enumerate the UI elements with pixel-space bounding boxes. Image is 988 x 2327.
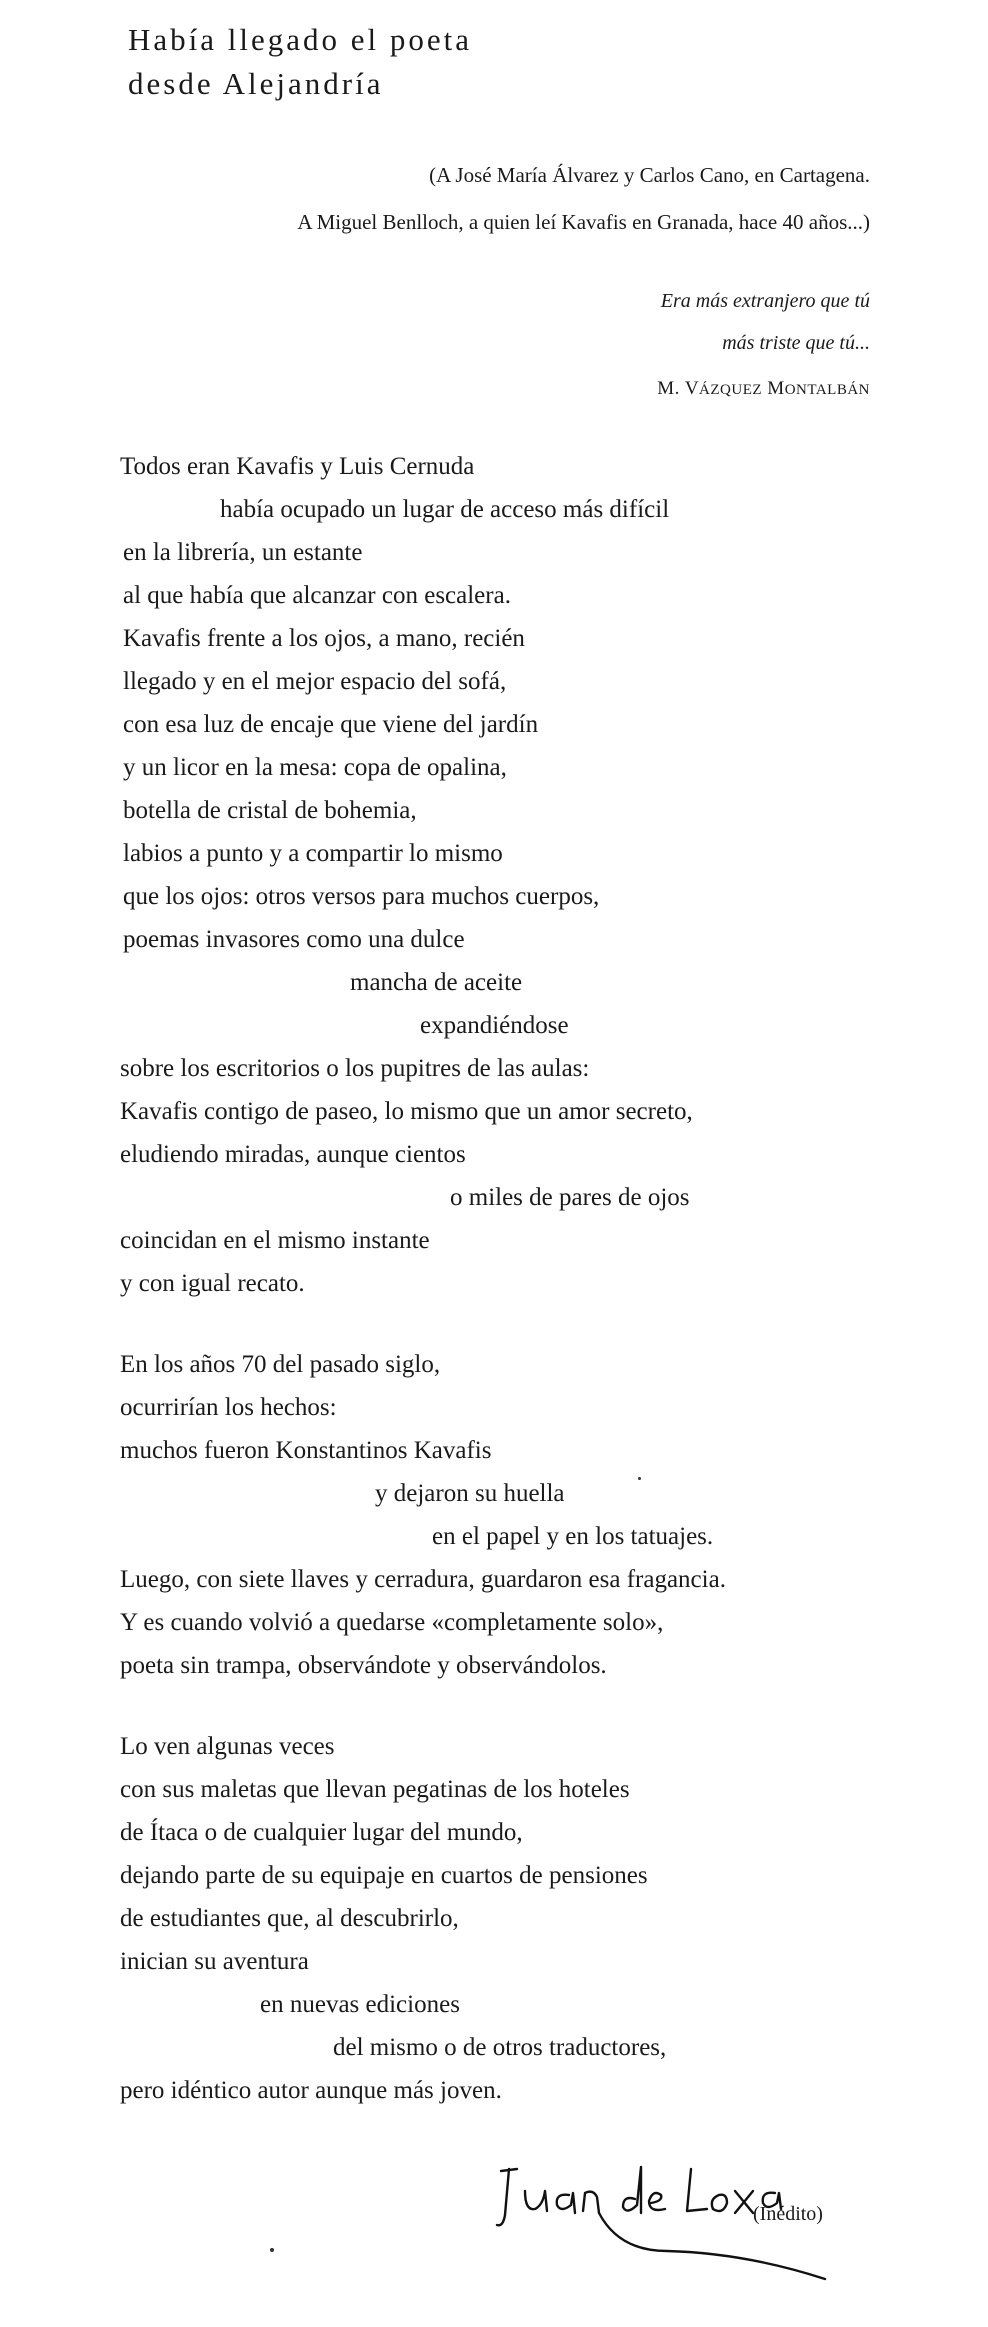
poem-line: en nuevas ediciones (260, 1991, 460, 2018)
poem-line: y un licor en la mesa: copa de opalina, (123, 754, 507, 781)
poem-line: que los ojos: otros versos para muchos cuerpos, (123, 883, 600, 910)
poem-line: de estudiantes que, al descubrirlo, (120, 1905, 459, 1932)
dedication (297, 152, 870, 246)
poem-line: dejando parte de su equipaje en cuartos de pensiones (120, 1862, 648, 1889)
poem-line: mancha de aceite (350, 969, 523, 996)
dedication-line-1: (A José María Álvarez y Carlos Cano, en Cartagena. (429, 163, 870, 187)
stanza-gap (120, 1305, 900, 1343)
poem-line: del mismo o de otros traductores, (333, 2034, 667, 2061)
poem-line: en el papel y en los tatuajes. (432, 1523, 714, 1550)
poem-line: en la librería, un estante (123, 539, 363, 566)
poem-line: poeta sin trampa, observándote y observándolos. (120, 1652, 607, 1679)
poem-title (128, 18, 472, 106)
poem-line: Y es cuando volvió a quedarse «completamente solo», (120, 1609, 664, 1636)
poem-line: coincidan en el mismo instante (120, 1227, 430, 1254)
stanza-2 (120, 1343, 900, 1687)
poem-line: llegado y en el mejor espacio del sofá, (123, 668, 507, 695)
poem-line: Todos eran Kavafis y Luis Cernuda (120, 453, 475, 480)
stanza-gap (120, 1687, 900, 1725)
poem-line: Luego, con siete llaves y cerradura, guardaron esa fragancia. (120, 1566, 726, 1593)
poem-line: eludiendo miradas, aunque cientos (120, 1141, 466, 1168)
poem-line: había ocupado un lugar de acceso más difícil (220, 496, 670, 523)
page-speck (638, 1477, 641, 1480)
poem-line: de Ítaca o de cualquier lugar del mundo, (120, 1819, 523, 1846)
dedication-line-2: A Miguel Benlloch, a quien leí Kavafis en Granada, hace 40 años...) (297, 210, 870, 234)
poem-line: con esa luz de encaje que viene del jardín (123, 711, 539, 738)
poem-line: expandiéndose (420, 1012, 569, 1039)
poem-line: Kavafis contigo de paseo, lo mismo que un amor secreto, (120, 1098, 693, 1125)
poem-line: labios a punto y a compartir lo mismo (123, 840, 503, 867)
poem-line: Kavafis frente a los ojos, a mano, recién (123, 625, 525, 652)
poem-line: y dejaron su huella (375, 1480, 565, 1507)
poem-body (120, 445, 900, 2112)
epigraph-line-2: más triste que tú... (722, 332, 870, 354)
epigraph-line-1: Era más extranjero que tú (660, 290, 870, 312)
poem-line: al que había que alcanzar con escalera. (123, 582, 511, 609)
title-line-2: desde Alejandría (128, 66, 384, 101)
epigraph-author: M. VÁZQUEZ MONTALBÁN (657, 378, 870, 399)
poem-line: o miles de pares de ojos (450, 1184, 690, 1211)
stanza-3 (120, 1725, 900, 2112)
stanza-1 (120, 445, 900, 1305)
title-line-1: Había llegado el poeta (128, 22, 473, 57)
page-speck (270, 2248, 274, 2252)
poem-line: muchos fueron Konstantinos Kavafis (120, 1437, 492, 1464)
epigraph (657, 280, 870, 411)
poem-line: ocurrirían los hechos: (120, 1394, 337, 1421)
poem-line: y con igual recato. (120, 1270, 305, 1297)
poem-line: En los años 70 del pasado siglo, (120, 1351, 441, 1378)
poem-line: poemas invasores como una dulce (123, 926, 465, 953)
poem-line: inician su aventura (120, 1948, 309, 1975)
inedito-note: (Inédito) (753, 2203, 823, 2225)
poem-line: Lo ven algunas veces (120, 1733, 335, 1760)
poem-line: pero idéntico autor aunque más joven. (120, 2077, 502, 2104)
poem-line: con sus maletas que llevan pegatinas de los hoteles (120, 1776, 630, 1803)
poem-line: botella de cristal de bohemia, (123, 797, 417, 824)
poem-line: sobre los escritorios o los pupitres de las aulas: (120, 1055, 590, 1082)
